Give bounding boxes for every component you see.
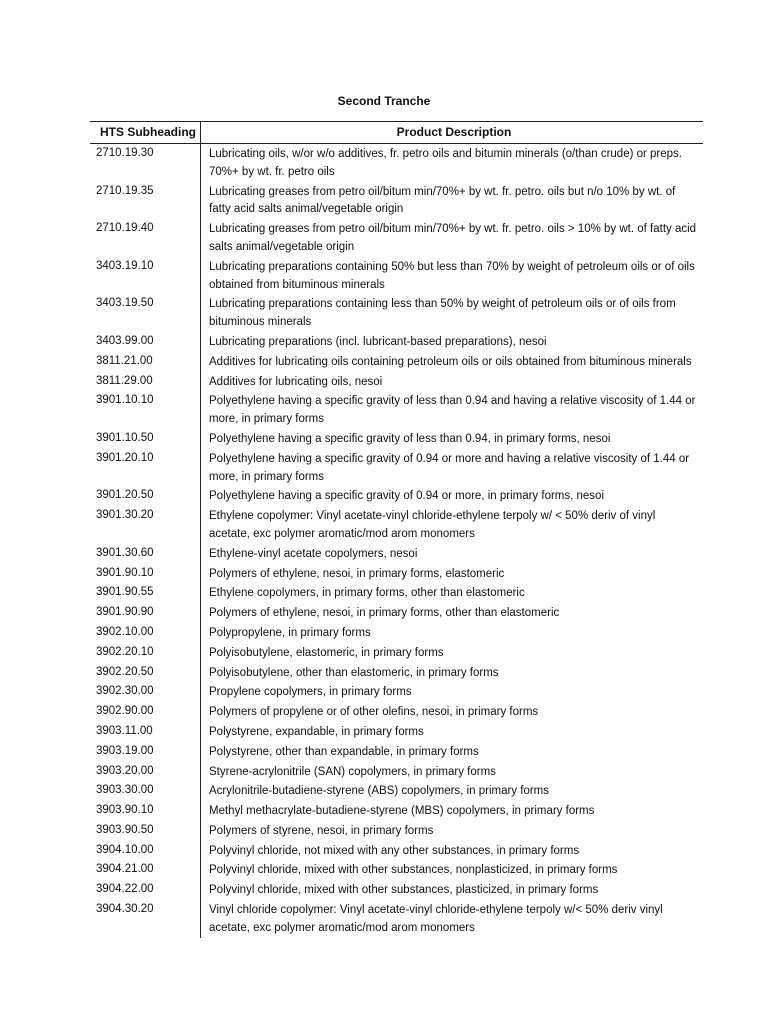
- page-title: Second Tranche: [337, 94, 431, 108]
- table-row: [90, 643, 703, 663]
- table-row: [90, 603, 703, 623]
- product-description-cell: Methyl methacrylate-butadiene-styrene (MBS) copolymers, in primary forms: [209, 805, 595, 818]
- table-row: [90, 486, 703, 506]
- product-description-cell: Lubricating preparations containing less than 50% by weight of petroleum oils or of oils from bituminous minerals: [209, 298, 676, 329]
- table-row: [90, 372, 703, 392]
- table-row: [90, 583, 703, 603]
- product-description-cell: Polyisobutylene, other than elastomeric, in primary forms: [209, 666, 499, 679]
- product-description-cell: Vinyl chloride copolymer: Vinyl acetate-vinyl chloride-ethylene terpoly w/< 50% deriv vinyl acetate, exc polymer aromatic/mod arom monomers: [209, 904, 663, 934]
- table-row: [90, 564, 703, 584]
- hts-code-cell: 3902.20.50: [90, 663, 201, 683]
- table-row: [90, 144, 703, 182]
- hts-code-cell: 3903.30.00: [90, 781, 201, 801]
- hts-code-cell: 3901.20.10: [90, 449, 201, 487]
- table-row: [90, 880, 703, 900]
- product-description-cell: Polymers of ethylene, nesoi, in primary forms, other than elastomeric: [209, 607, 560, 620]
- product-description-cell: Lubricating greases from petro oil/bitum min/70%+ by wt. fr. petro. oils > 10% by wt. of fatty acid salts animal/vegetable origin: [209, 223, 697, 253]
- product-description-cell: Polyisobutylene, elastomeric, in primary forms: [209, 646, 444, 659]
- product-description-cell: Polyvinyl chloride, not mixed with any other substances, in primary forms: [209, 844, 580, 857]
- hts-code-cell: 2710.19.35: [90, 182, 201, 220]
- product-description-cell: Polyethylene having a specific gravity of 0.94 or more and having a relative viscosity of 1.44 or more, in primary forms: [209, 452, 690, 483]
- hts-code-cell: 3901.90.90: [90, 603, 201, 623]
- hts-code-cell: 3901.90.10: [90, 564, 201, 584]
- product-description-cell: Polystyrene, other than expandable, in primary forms: [209, 745, 479, 758]
- header-product-description: Product Description: [396, 125, 512, 139]
- table-row: [90, 623, 703, 643]
- table-row: [90, 182, 703, 220]
- hts-code-cell: 3904.22.00: [90, 880, 201, 900]
- hts-code-cell: 3902.90.00: [90, 702, 201, 722]
- table-header-row: [90, 121, 703, 144]
- hts-code-cell: 3903.20.00: [90, 762, 201, 782]
- table-row: [90, 663, 703, 683]
- table-row: [90, 332, 703, 352]
- product-description-cell: Polyethylene having a specific gravity of less than 0.94, in primary forms, nesoi: [209, 432, 611, 445]
- hts-code-cell: 3403.99.00: [90, 332, 201, 352]
- hts-code-cell: 3403.19.50: [90, 294, 201, 332]
- hts-code-cell: 3902.10.00: [90, 623, 201, 643]
- hts-code-cell: 3903.90.50: [90, 821, 201, 841]
- table-row: [90, 449, 703, 487]
- product-description-cell: Polymers of propylene or of other olefins, nesoi, in primary forms: [209, 706, 539, 719]
- product-description-cell: Ethylene copolymers, in primary forms, other than elastomeric: [209, 587, 525, 600]
- hts-code-cell: 3903.11.00: [90, 722, 201, 742]
- hts-code-cell: 3901.30.60: [90, 544, 201, 564]
- hts-code-cell: 3811.29.00: [90, 372, 201, 392]
- table-row: [90, 682, 703, 702]
- hts-code-cell: 3901.30.20: [90, 506, 201, 544]
- table-row: [90, 742, 703, 762]
- product-description-cell: Ethylene copolymer: Vinyl acetate-vinyl chloride-ethylene terpoly w/ < 50% deriv of vinyl acetate, exc polymer aromatic/mod arom monomers: [209, 510, 656, 540]
- product-description-cell: Ethylene-vinyl acetate copolymers, nesoi: [209, 547, 418, 560]
- table-row: [90, 544, 703, 564]
- table-row: [90, 257, 703, 295]
- table-row: [90, 722, 703, 742]
- table-row: [90, 391, 703, 429]
- hts-code-cell: 3403.19.10: [90, 257, 201, 295]
- hts-code-cell: 3904.21.00: [90, 860, 201, 880]
- hts-code-cell: 3902.30.00: [90, 682, 201, 702]
- table-body: [90, 144, 703, 938]
- product-description-cell: Polypropylene, in primary forms: [209, 626, 371, 639]
- hts-code-cell: 3901.10.50: [90, 429, 201, 449]
- table-row: [90, 762, 703, 782]
- hts-code-cell: 3901.10.10: [90, 391, 201, 429]
- table-row: [90, 506, 703, 544]
- hts-code-cell: 3902.20.10: [90, 643, 201, 663]
- product-description-cell: Additives for lubricating oils containing petroleum oils or oils obtained from bituminous minerals: [209, 355, 692, 368]
- product-description-cell: Propylene copolymers, in primary forms: [209, 686, 412, 699]
- product-description-cell: Lubricating preparations containing 50% but less than 70% by weight of petroleum oils or of oils obtained from bituminous minerals: [209, 260, 695, 291]
- product-description-cell: Lubricating preparations (incl. lubricant-based preparations), nesoi: [209, 335, 547, 348]
- product-description-cell: Lubricating greases from petro oil/bitum min/70%+ by wt. fr. petro. oils but n/o 10% by wt. of fatty acid salts animal/vegetable origin: [209, 185, 676, 216]
- hts-code-cell: 2710.19.40: [90, 219, 201, 257]
- table-row: [90, 900, 703, 938]
- hts-code-cell: 3903.19.00: [90, 742, 201, 762]
- table-row: [90, 702, 703, 722]
- hts-code-cell: 3901.20.50: [90, 486, 201, 506]
- table-row: [90, 860, 703, 880]
- table-row: [90, 801, 703, 821]
- product-description-cell: Polyvinyl chloride, mixed with other substances, plasticized, in primary forms: [209, 884, 599, 897]
- hts-code-cell: 3904.30.20: [90, 900, 201, 938]
- table-row: [90, 841, 703, 861]
- product-description-cell: Lubricating oils, w/or w/o additives, fr. petro oils and bitumin minerals (o/than crude) or preps. 70%+ by wt. fr. petro oils: [209, 148, 682, 178]
- product-description-cell: Polyvinyl chloride, mixed with other substances, nonplasticized, in primary forms: [209, 864, 618, 877]
- product-description-cell: Acrylonitrile-butadiene-styrene (ABS) copolymers, in primary forms: [209, 785, 549, 798]
- product-description-cell: Additives for lubricating oils, nesoi: [209, 375, 383, 388]
- table-row: [90, 781, 703, 801]
- header-hts-subheading: HTS Subheading: [90, 122, 201, 143]
- hts-code-cell: 3811.21.00: [90, 352, 201, 372]
- table-row: [90, 821, 703, 841]
- product-description-cell: Polystyrene, expandable, in primary forms: [209, 725, 424, 738]
- product-description-cell: Styrene-acrylonitrile (SAN) copolymers, in primary forms: [209, 765, 496, 778]
- hts-table: [90, 121, 703, 938]
- table-row: [90, 294, 703, 332]
- hts-code-cell: 3904.10.00: [90, 841, 201, 861]
- table-row: [90, 429, 703, 449]
- table-row: [90, 352, 703, 372]
- product-description-cell: Polymers of ethylene, nesoi, in primary forms, elastomeric: [209, 567, 505, 580]
- product-description-cell: Polyethylene having a specific gravity of 0.94 or more, in primary forms, nesoi: [209, 490, 605, 503]
- hts-code-cell: 3903.90.10: [90, 801, 201, 821]
- table-row: [90, 219, 703, 257]
- product-description-cell: Polyethylene having a specific gravity of less than 0.94 and having a relative viscosity of 1.44 or more, in primary forms: [209, 395, 696, 426]
- hts-code-cell: 2710.19.30: [90, 144, 201, 182]
- hts-code-cell: 3901.90.55: [90, 583, 201, 603]
- product-description-cell: Polymers of styrene, nesoi, in primary forms: [209, 824, 434, 837]
